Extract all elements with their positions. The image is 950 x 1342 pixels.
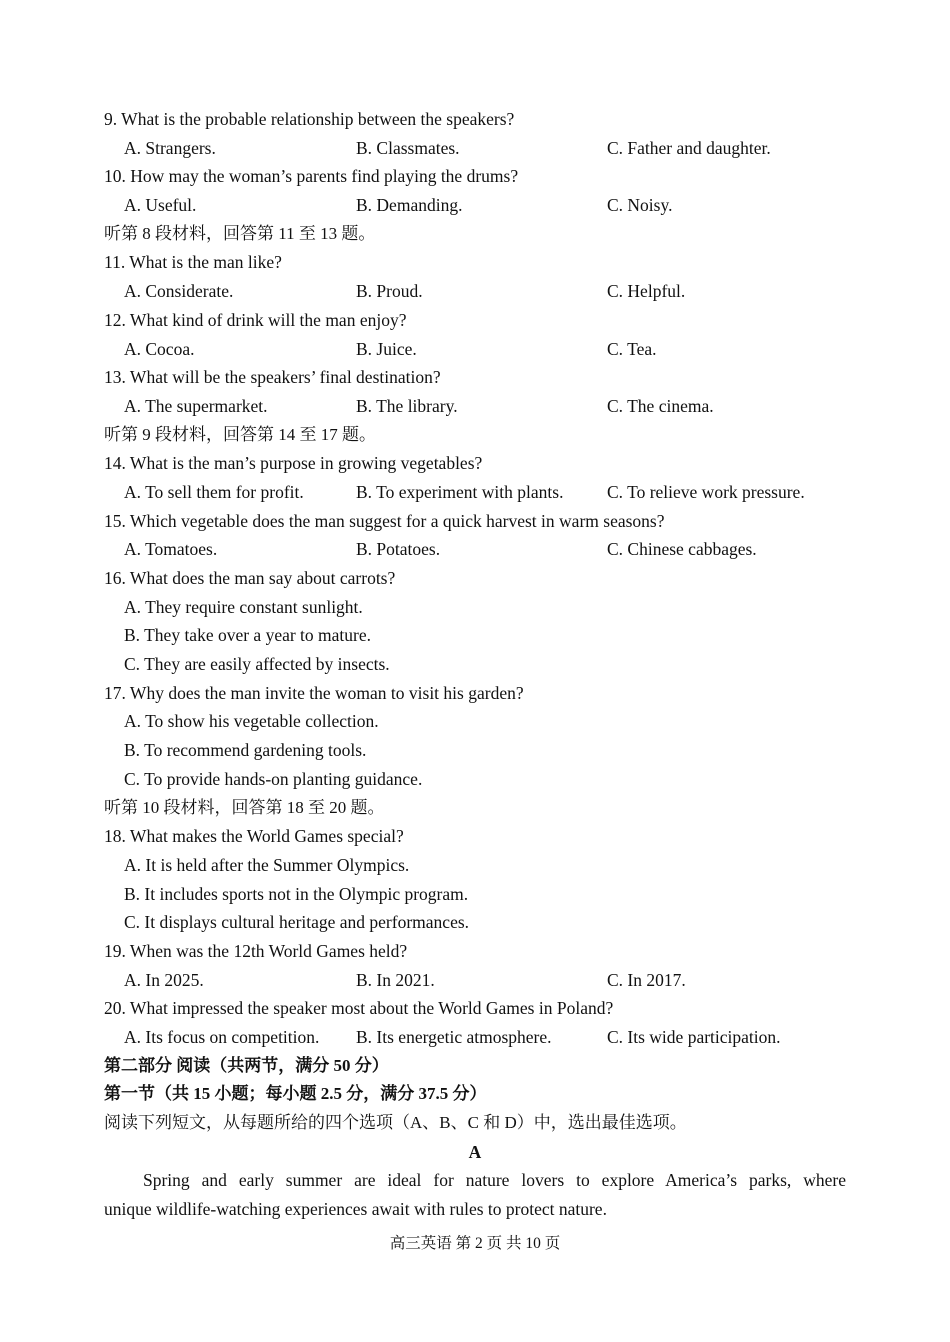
option-b: B. In 2021. <box>356 969 435 990</box>
option-b: B. Its energetic atmosphere. <box>356 1027 552 1047</box>
option-b: B. To recommend gardening tools. <box>124 740 367 761</box>
options-row <box>104 1023 846 1052</box>
exam-page <box>104 105 846 1224</box>
option-a: A. The supermarket. <box>124 395 268 416</box>
option-a: A. Useful. <box>124 195 197 216</box>
options-row <box>104 277 846 306</box>
option-a: A. To show his vegetable collection. <box>124 711 379 732</box>
option-c: C. In 2017. <box>607 969 686 990</box>
option-a: A. Its focus on competition. <box>124 1027 320 1047</box>
question-stem: 10. How may the woman’s parents find playing the drums? <box>104 166 519 187</box>
passage-line-2: unique wildlife-watching experiences await with rules to protect nature. <box>104 1199 607 1220</box>
question-stem: 12. What kind of drink will the man enjoy? <box>104 309 407 330</box>
section-instruction-10: 听第 10 段材料，回答第 18 至 20 题。 <box>104 797 385 817</box>
option-c: C. Father and daughter. <box>607 137 771 158</box>
option-a: A. It is held after the Summer Olympics. <box>124 854 410 875</box>
passage-line-1: Spring and early summer are ideal for nature lovers to explore America’s parks, where <box>143 1170 846 1191</box>
option-a: A. Tomatoes. <box>124 539 218 560</box>
option-b: B. The library. <box>356 395 458 416</box>
question-stem: 9. What is the probable relationship between the speakers? <box>104 109 515 129</box>
part2-heading: 第二部分 阅读（共两节，满分 50 分） <box>104 1055 389 1075</box>
option-b: B. Proud. <box>356 281 423 302</box>
question-stem: 18. What makes the World Games special? <box>104 826 404 847</box>
option-b: B. Potatoes. <box>356 539 441 560</box>
option-c: C. Helpful. <box>607 281 686 302</box>
question-stem: 15. Which vegetable does the man suggest for a quick harvest in warm seasons? <box>104 510 665 531</box>
passage-letter: A <box>468 1141 482 1162</box>
option-a: A. Cocoa. <box>124 338 195 359</box>
option-b: B. Juice. <box>356 338 417 359</box>
page-footer: 高三英语 第 2 页 共 10 页 <box>389 1235 561 1252</box>
option-b: B. To experiment with plants. <box>356 481 564 502</box>
option-b: B. They take over a year to mature. <box>124 625 372 646</box>
option-c: C. It displays cultural heritage and performances. <box>124 912 470 933</box>
option-a: A. Considerate. <box>124 281 234 302</box>
section1-heading: 第一节（共 15 小题；每小题 2.5 分，满分 37.5 分） <box>104 1084 487 1104</box>
option-b: B. Classmates. <box>356 137 460 158</box>
option-c: C. To relieve work pressure. <box>607 481 805 502</box>
passage-paragraph <box>104 1166 846 1223</box>
question-stem: 20. What impressed the speaker most about the World Games in Poland? <box>104 998 614 1019</box>
options-row <box>104 134 846 163</box>
question-stem: 16. What does the man say about carrots? <box>104 568 396 588</box>
option-c: C. Noisy. <box>607 195 673 216</box>
question-stem: 19. When was the 12th World Games held? <box>104 940 408 961</box>
options-row <box>104 191 846 220</box>
options-row <box>104 966 846 995</box>
option-b: B. It includes sports not in the Olympic program. <box>124 883 469 904</box>
option-c: C. Its wide participation. <box>607 1027 781 1047</box>
option-a: A. In 2025. <box>124 969 204 990</box>
option-a: A. Strangers. <box>124 137 216 158</box>
options-row <box>104 335 846 364</box>
option-a: A. They require constant sunlight. <box>124 596 363 617</box>
option-c: C. Chinese cabbages. <box>607 539 757 560</box>
question-stem: 17. Why does the man invite the woman to visit his garden? <box>104 682 524 703</box>
reading-instruction: 阅读下列短文，从每题所给的四个选项（A、B、C 和 D）中，选出最佳选项。 <box>104 1113 687 1133</box>
question-stem: 14. What is the man’s purpose in growing vegetables? <box>104 453 483 474</box>
option-c: C. Tea. <box>607 338 657 359</box>
options-row <box>104 535 846 564</box>
option-c: C. To provide hands-on planting guidance. <box>124 768 423 789</box>
options-row <box>104 392 846 421</box>
option-b: B. Demanding. <box>356 195 463 216</box>
option-a: A. To sell them for profit. <box>124 481 304 502</box>
question-stem: 11. What is the man like? <box>104 252 282 273</box>
option-c: C. They are easily affected by insects. <box>124 654 390 675</box>
section-instruction-8: 听第 8 段材料，回答第 11 至 13 题。 <box>104 223 376 243</box>
options-row <box>104 478 846 507</box>
question-stem: 13. What will be the speakers’ final destination? <box>104 367 441 388</box>
section-instruction-9: 听第 9 段材料，回答第 14 至 17 题。 <box>104 424 376 444</box>
option-c: C. The cinema. <box>607 395 714 416</box>
